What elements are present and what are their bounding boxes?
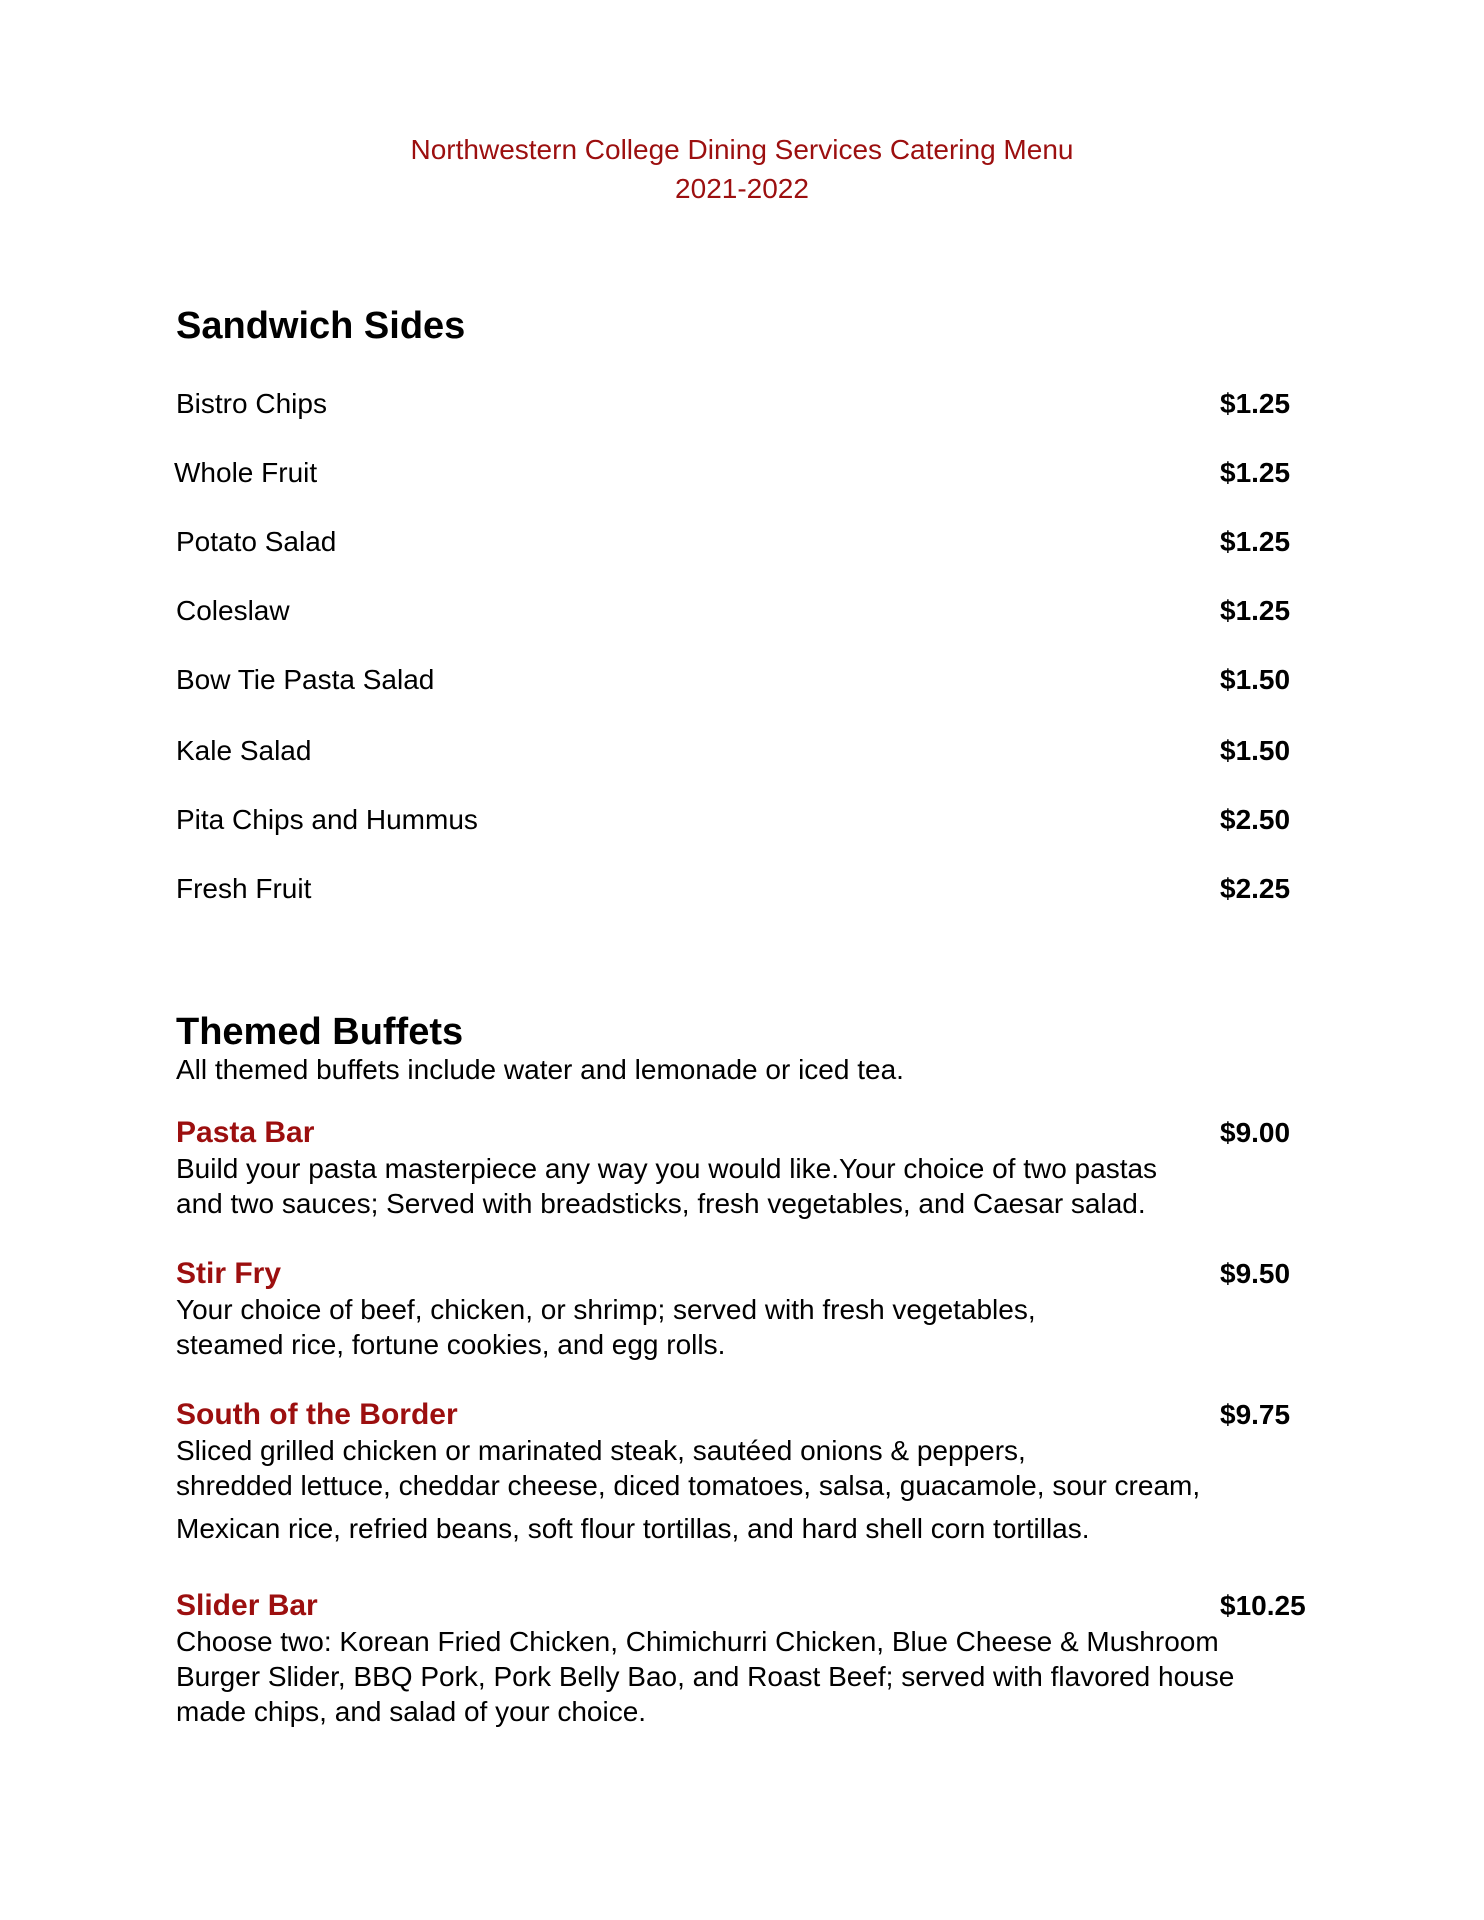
side-item: [174, 455, 1291, 491]
buffet-description-line: steamed rice, fortune cookies, and egg rolls.: [176, 1329, 726, 1360]
side-item: [176, 802, 1291, 838]
buffet-description-line: Choose two: Korean Fried Chicken, Chimichurri Chicken, Blue Cheese & Mushroom: [176, 1626, 1219, 1657]
side-item: [176, 524, 1291, 560]
side-item-price: $1.25: [1220, 595, 1291, 626]
buffet-description-line: Mexican rice, refried beans, soft flour tortillas, and hard shell corn tortillas.: [176, 1513, 1090, 1544]
side-item-name: Whole Fruit: [174, 457, 318, 488]
side-item: [176, 593, 1291, 629]
side-item-name: Pita Chips and Hummus: [176, 804, 478, 835]
side-item: [176, 386, 1291, 422]
side-item-price: $1.50: [1220, 735, 1291, 766]
buffet-price: $10.25: [1220, 1590, 1306, 1621]
buffet-description: [176, 1151, 1157, 1221]
side-item-name: Kale Salad: [176, 735, 312, 766]
side-item-price: $1.25: [1220, 388, 1291, 419]
buffet-name: South of the Border: [176, 1398, 458, 1431]
side-item-name: Bistro Chips: [176, 388, 327, 419]
side-item-price: $2.25: [1220, 873, 1291, 904]
buffet-description-line: Your choice of beef, chicken, or shrimp; served with fresh vegetables,: [176, 1294, 1036, 1325]
buffet-name: Slider Bar: [176, 1589, 318, 1622]
section-title-sandwich-sides: Sandwich Sides: [176, 305, 466, 347]
buffet-description-line: and two sauces; Served with breadsticks, fresh vegetables, and Caesar salad.: [176, 1188, 1146, 1219]
side-item-price: $2.50: [1220, 804, 1291, 835]
buffet-description: [176, 1292, 1036, 1362]
menu-year: 2021-2022: [675, 173, 809, 204]
side-item-price: $1.25: [1220, 457, 1291, 488]
side-item: [176, 733, 1291, 769]
side-item-name: Fresh Fruit: [176, 873, 312, 904]
side-item: [176, 662, 1291, 698]
buffets-note: All themed buffets include water and lemonade or iced tea.: [176, 1054, 904, 1085]
side-item-name: Potato Salad: [176, 526, 337, 557]
buffet-name: Pasta Bar: [176, 1116, 315, 1149]
buffet-description-line: Burger Slider, BBQ Pork, Pork Belly Bao, and Roast Beef; served with flavored house: [176, 1661, 1235, 1692]
side-item-price: $1.50: [1220, 664, 1291, 695]
buffet-price: $9.00: [1220, 1117, 1291, 1148]
side-item-name: Coleslaw: [176, 595, 290, 626]
side-item-price: $1.25: [1220, 526, 1291, 557]
buffet-price: $9.50: [1220, 1258, 1291, 1289]
buffet-price: $9.75: [1220, 1399, 1291, 1430]
side-item-name: Bow Tie Pasta Salad: [176, 664, 435, 695]
menu-title: Northwestern College Dining Services Catering Menu: [410, 134, 1074, 165]
buffet-description: [176, 1624, 1234, 1729]
buffet-description-line: made chips, and salad of your choice.: [176, 1696, 647, 1727]
buffet-description-line: Build your pasta masterpiece any way you would like.Your choice of two pastas: [176, 1153, 1158, 1184]
buffet-description: [176, 1433, 1200, 1546]
buffet-description-line: Sliced grilled chicken or marinated steak, sautéed onions & peppers,: [176, 1435, 1026, 1466]
buffet-name: Stir Fry: [176, 1257, 282, 1290]
buffet-description-line: shredded lettuce, cheddar cheese, diced tomatoes, salsa, guacamole, sour cream,: [176, 1470, 1201, 1501]
side-item: [176, 871, 1291, 907]
page-header: [0, 130, 1484, 208]
section-title-themed-buffets: Themed Buffets: [176, 1011, 464, 1053]
